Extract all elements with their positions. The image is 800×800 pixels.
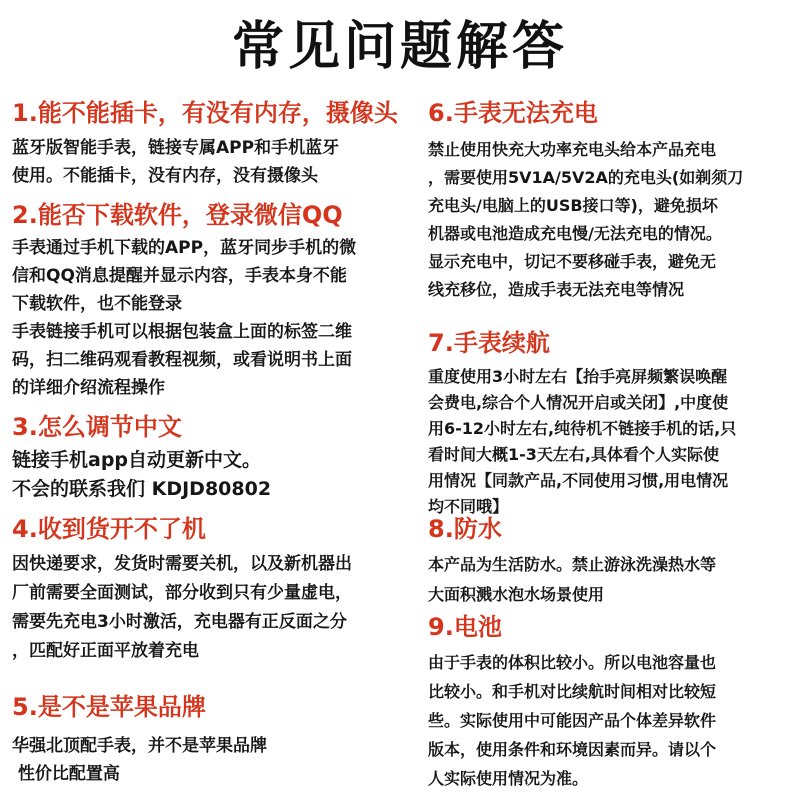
faq-heading-4: 4.收到货开不了机: [12, 515, 206, 543]
faq-section-3: [12, 412, 422, 504]
faq-heading-9: 9.电池: [428, 613, 502, 641]
faq-answer-line: 禁止使用快充大功率充电头给本产品充电: [428, 140, 717, 159]
faq-answer-line: 些。实际使用中可能因产品个体差异软件: [428, 711, 717, 730]
faq-heading-5: 5.是不是苹果品牌: [12, 693, 206, 721]
faq-answer-2: [12, 234, 422, 402]
faq-section-1: [12, 98, 422, 190]
faq-answer-line: 看时间大概1-3天左右,具体看个人实际使: [428, 445, 719, 464]
faq-answer-8: [428, 550, 796, 610]
faq-answer-line: 线充移位，造成手表无法充电等情况: [428, 280, 685, 299]
faq-answer-line: 重度使用3小时左右【抬手亮屏频繁误唤醒: [428, 367, 728, 386]
faq-answer-line: 使用。不能插卡，没有内存，没有摄像头: [12, 166, 318, 186]
faq-answer-line: 华强北顶配手表，并不是苹果品牌: [12, 736, 267, 756]
faq-answer-7: [428, 364, 796, 520]
page-title: 常见问题解答: [231, 17, 568, 77]
faq-answer-3: [12, 446, 422, 504]
faq-answer-line: 下载软件，也不能登录: [12, 294, 182, 314]
faq-section-4: [12, 514, 422, 666]
faq-answer-line: 比较小。和手机对比续航时间相对比较短: [428, 682, 717, 701]
faq-answer-line: 厂前需要全面测试，部分收到只有少量虚电，: [12, 583, 352, 603]
faq-section-5: [12, 692, 422, 788]
faq-answer-line: 由于手表的体积比较小。所以电池容量也: [428, 653, 717, 672]
faq-answer-line: 手表链接手机可以根据包装盒上面的标签二维: [12, 322, 352, 342]
faq-section-2: [12, 200, 422, 402]
faq-answer-line: 均不同哦】: [428, 497, 509, 516]
faq-answer-line: 显示充电中，切记不要移碰手表，避免无: [428, 252, 717, 271]
faq-answer-line: 需要先充电3小时激活，充电器有正反面之分: [12, 612, 347, 632]
faq-answer-line: 会费电,综合个人情况开启或关闭】,中度使: [428, 393, 729, 412]
faq-answer-line: 蓝牙版智能手表，链接专属APP和手机蓝牙: [12, 138, 340, 158]
faq-answer-6: [428, 136, 796, 304]
faq-answer-5: [12, 732, 422, 788]
faq-heading-6: 6.手表无法充电: [428, 99, 598, 127]
faq-answer-9: [428, 648, 796, 793]
faq-section-7: [428, 328, 796, 520]
faq-section-8: [428, 514, 796, 610]
faq-answer-line: 手表通过手机下载的APP，蓝牙同步手机的微: [12, 238, 357, 258]
faq-heading-3: 3.怎么调节中文: [12, 413, 182, 441]
faq-answer-line: 信和QQ消息提醒并显示内容，手表本身不能: [12, 266, 347, 286]
faq-answer-line: 大面积溅水泡水场景使用: [428, 585, 605, 604]
faq-answer-line: 链接手机app自动更新中文。: [12, 449, 262, 471]
faq-section-6: [428, 98, 796, 304]
faq-answer-line: 本产品为生活防水。禁止游泳洗澡热水等: [428, 555, 717, 574]
faq-answer-line: 用情况【同款产品,不同使用习惯,用电情况: [428, 471, 729, 490]
faq-answer-line: 不会的联系我们 KDJD80802: [12, 478, 272, 500]
faq-answer-line: 性价比配置高: [12, 764, 120, 784]
faq-answer-line: 码，扫二维码观看教程视频，或看说明书上面: [12, 350, 352, 370]
faq-answer-line: 版本，使用条件和环境因素而异。请以个: [428, 740, 717, 759]
faq-section-9: [428, 612, 796, 793]
faq-heading-7: 7.手表续航: [428, 329, 550, 357]
faq-heading-2: 2.能否下载软件，登录微信QQ: [12, 201, 343, 229]
faq-heading-1: 1.能不能插卡，有没有内存，摄像头: [12, 99, 398, 127]
faq-answer-4: [12, 550, 422, 666]
faq-answer-line: 因快递要求，发货时需要关机，以及新机器出: [12, 554, 352, 574]
faq-answer-1: [12, 134, 422, 190]
faq-answer-line: ，匹配好正面平放着充电: [12, 641, 199, 661]
faq-answer-line: 用6-12小时左右,纯待机不链接手机的话,只: [428, 419, 737, 438]
faq-answer-line: ，需要使用5V1A/5V2A的充电头(如剃须刀: [428, 168, 744, 187]
faq-answer-line: 充电头/电脑上的USB接口等)，避免损坏: [428, 196, 718, 215]
faq-answer-line: 人实际使用情况为准。: [428, 769, 589, 788]
faq-heading-8: 8.防水: [428, 515, 502, 543]
faq-answer-line: 的详细介绍流程操作: [12, 378, 165, 398]
faq-answer-line: 机器或电池造成充电慢/无法充电的情况。: [428, 224, 722, 243]
